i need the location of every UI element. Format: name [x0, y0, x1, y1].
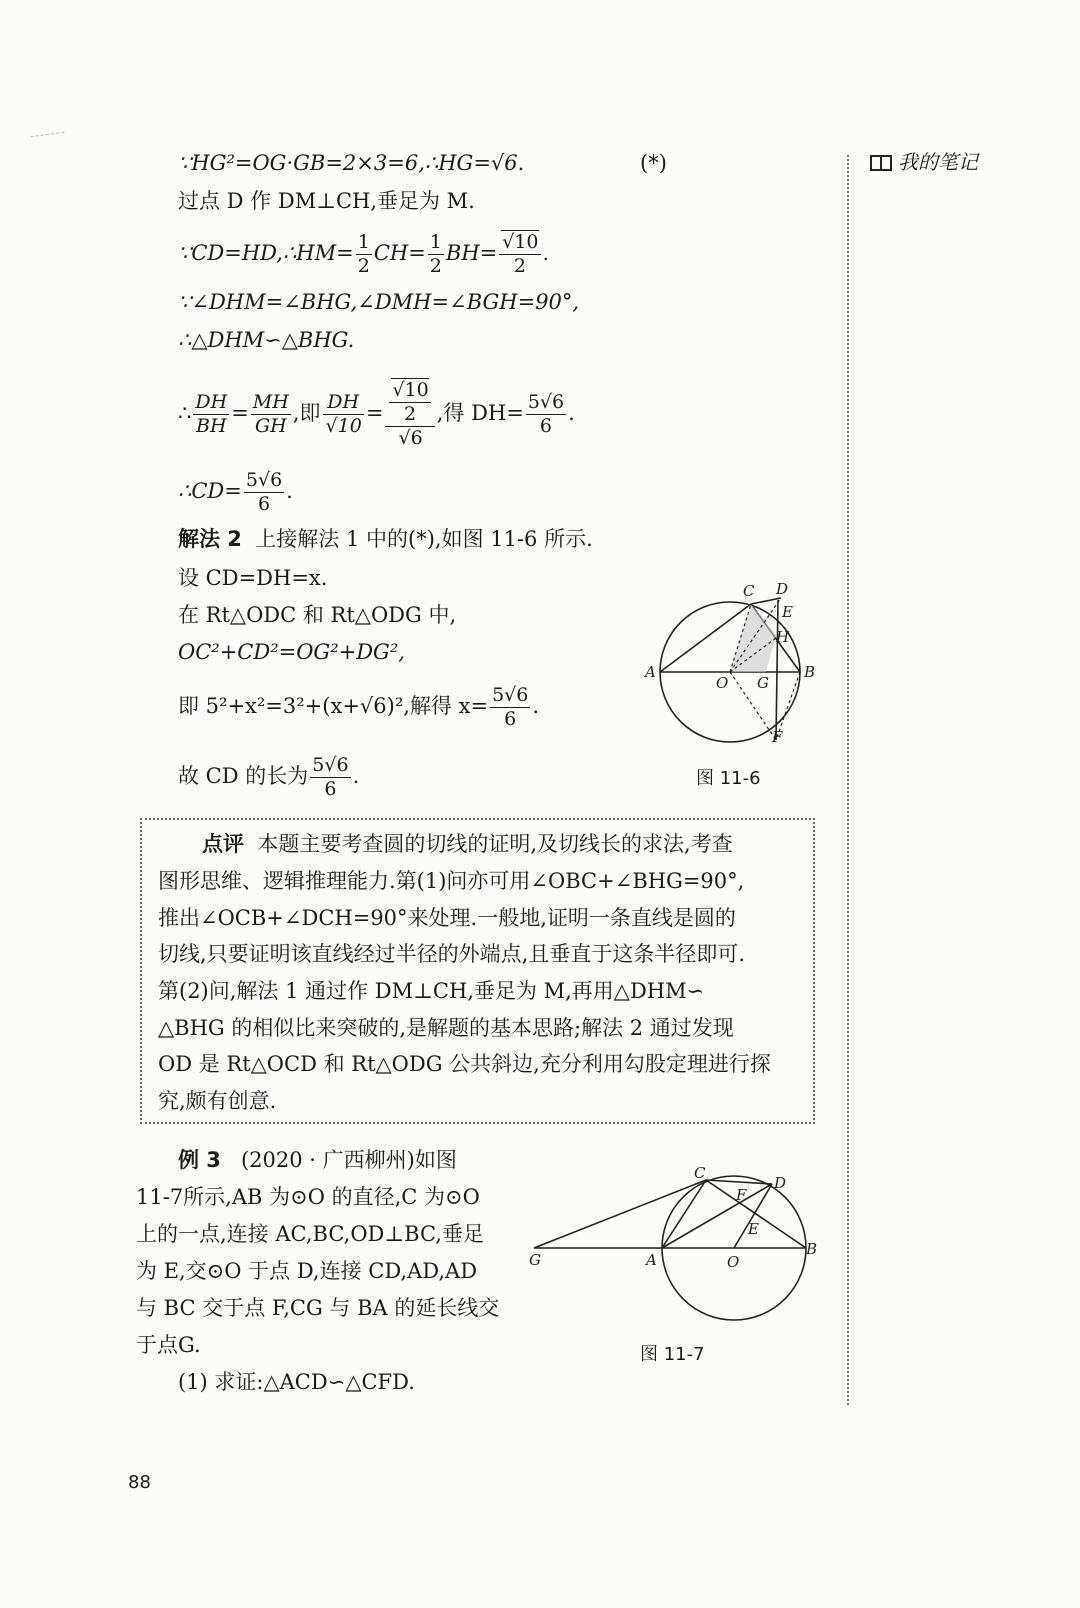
sol1-line6: ∴ $\frac{DH}{BH}$ = $\frac{MH}{GH}$ ,即 $\frac{DH}{√10}$ = $\frac{\frac{√10}{2}}{√6}$ ,得 DH= $\frac{5√6}{6}$ .	[178, 379, 575, 449]
sol2-line3: 在 Rt△ODC 和 Rt△ODG 中,	[178, 603, 457, 627]
review-line-4: 切线,只要证明该直线经过半径的外端点,且垂直于这条半径即可.	[158, 942, 746, 966]
label-E2: E	[748, 1220, 759, 1238]
review-line-1: 点评 本题主要考查圆的切线的证明,及切线长的求法,考查	[202, 832, 733, 856]
ex3-question-1: (1) 求证:△ACD∽△CFD.	[178, 1370, 415, 1394]
label-D: D	[776, 580, 789, 598]
frac-sqrt10-2: $\frac{√10}{2}$	[499, 232, 540, 277]
sol1-line1: ∵HG²=OG·GB=2×3=6,∴HG=√6.	[178, 151, 525, 175]
sol1-line4: ∵∠DHM=∠BHG,∠DMH=∠BGH=90°,	[178, 290, 580, 314]
my-notes-label	[870, 146, 978, 175]
label-G: G	[757, 674, 769, 692]
ex3-line-1: 例 3 (2020 · 广西柳州)如图	[178, 1148, 457, 1172]
label-O2: O	[727, 1253, 740, 1271]
notes-text: 我的笔记	[898, 150, 978, 174]
figure-11-7	[524, 1162, 824, 1332]
label-H: H	[776, 628, 790, 646]
review-line-2: 图形思维、逻辑推理能力.第(1)问亦可用∠OBC+∠BHG=90°,	[158, 869, 745, 893]
sol2-line5: 即 5²+x²=3²+(x+√6)²,解得 x= $\frac{5√6}{6}$ .	[178, 684, 540, 730]
sol2-line4: OC²+CD²=OG²+DG²,	[178, 640, 405, 664]
review-line-7: OD 是 Rt△OCD 和 Rt△ODG 公共斜边,充分利用勾股定理进行探	[158, 1052, 771, 1076]
page-number: 88	[128, 1472, 151, 1493]
label-B2: B	[806, 1240, 818, 1258]
label-F: F	[772, 728, 783, 746]
notes-divider	[847, 155, 849, 1405]
label-G2: G	[529, 1251, 541, 1269]
ex3-line-3: 上的一点,连接 AC,BC,OD⊥BC,垂足	[136, 1222, 484, 1246]
review-line-5: 第(2)问,解法 1 通过作 DM⊥CH,垂足为 M,再用△DHM∽	[158, 979, 705, 1003]
review-line-3: 推出∠OCB+∠DCH=90°来处理.一般地,证明一条直线是圆的	[158, 906, 736, 930]
sol1-line2: 过点 D 作 DM⊥CH,垂足为 M.	[178, 189, 475, 213]
label-C: C	[743, 582, 755, 600]
label-E: E	[782, 603, 793, 621]
figure-11-6	[636, 580, 826, 750]
label-O: O	[716, 674, 729, 692]
sol2-line2: 设 CD=DH=x.	[178, 566, 328, 590]
review-box	[140, 818, 815, 1124]
sol2-line6: 故 CD 的长为 $\frac{5√6}{6}$ .	[178, 754, 360, 800]
frac-half-2: $\frac{1}{2}$	[429, 231, 442, 277]
review-line-8: 究,颇有创意.	[158, 1089, 277, 1113]
label-D2: D	[774, 1174, 787, 1192]
sol1-star: (*)	[640, 151, 667, 175]
complex-frac: $\frac{\frac{√10}{2}}{√6}$	[385, 380, 434, 449]
sol1-line3: ∵CD=HD,∴HM= $\frac{1}{2}$ CH= $\frac{1}{2}$ BH= $\frac{√10}{2}$ .	[178, 231, 550, 277]
label-B: B	[804, 663, 816, 681]
ex3-line-4: 为 E,交⊙O 于点 D,连接 CD,AD,AD	[136, 1259, 478, 1283]
scan-smudge	[30, 126, 65, 138]
ex3-line-6: 于点G.	[136, 1333, 201, 1357]
sol1-line7: ∴CD= $\frac{5√6}{6}$ .	[178, 469, 293, 515]
sol1-line5: ∴△DHM∽△BHG.	[178, 328, 355, 352]
label-A2: A	[646, 1251, 657, 1269]
caption-11-7: 图 11-7	[640, 1344, 705, 1365]
frac-half-1: $\frac{1}{2}$	[357, 231, 370, 277]
sol2-heading: 解法 2 上接解法 1 中的(*),如图 11-6 所示.	[178, 527, 593, 551]
book-icon	[870, 155, 892, 171]
label-F2: F	[736, 1186, 747, 1204]
caption-11-6: 图 11-6	[696, 768, 761, 789]
review-line-6: △BHG 的相似比来突破的,是解题的基本思路;解法 2 通过发现	[158, 1016, 734, 1040]
ex3-line-2: 11-7所示,AB 为⊙O 的直径,C 为⊙O	[136, 1185, 480, 1209]
label-C2: C	[694, 1164, 706, 1182]
ex3-line-5: 与 BC 交于点 F,CG 与 BA 的延长线交	[136, 1296, 500, 1320]
label-A: A	[645, 663, 656, 681]
